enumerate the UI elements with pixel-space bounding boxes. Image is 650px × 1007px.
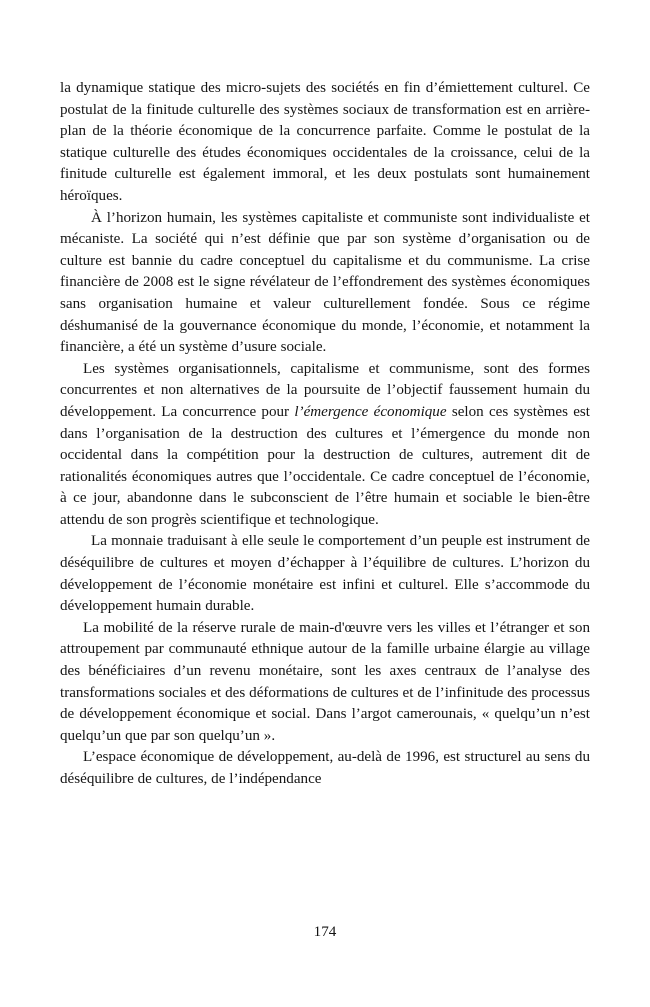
paragraph-3-segment-1: Les systèmes organisationnels, capitalisme et communisme, sont des formes concurrentes et non alternatives de la poursuite de l’objectif faussement humain du développement. La concurrence pour — [60, 360, 590, 420]
body-paragraph-6: L’espace économique de développement, au-delà de 1996, est structurel au sens du déséquilibre de cultures, de l’indépendance — [60, 749, 590, 787]
body-paragraph-4: La monnaie traduisant à elle seule le comportement d’un peuple est instrument de déséquilibre de cultures et moyen d’échapper à l’équilibre de cultures. L’horizon du développement de l’économie monétaire est infini et culturel. Elle s’accommode du développement humain durable. — [60, 533, 590, 615]
page-number: 174 — [313, 924, 337, 940]
body-text-column — [60, 78, 590, 791]
body-paragraph-1: la dynamique statique des micro-sujets des sociétés en fin d’émiettement culturel. Ce postulat de la finitude culturelle des systèmes sociaux de transformation est en arrière-plan de la théorie économique de la concurrence parfaite. Comme le postulat de la statique culturelle des études économiques occidentales de la croissance, celui de la finitude culturelle est également immoral, et les deux postulats sont humainement héroïques. — [60, 80, 590, 204]
body-paragraph-2: À l’horizon humain, les systèmes capitaliste et communiste sont individualiste et mécaniste. La société qui n’est définie que par son système d’organisation ou de culture est bannie du cadre conceptuel du capitalisme et du communisme. La crise financière de 2008 est le signe révélateur de l’effondrement des systèmes économiques sans organisation humaine et valeur culturellement fondée. Sous ce régime déshumanisé de la gouvernance économique du monde, l’économie, et notamment la financière, a été un système d’usure sociale. — [60, 209, 590, 356]
paragraph-3-segment-3: selon ces systèmes est dans l’organisation de la destruction des cultures et l’émergence du monde non occidental dans la compétition pour la destruction de cultures, autrement dit de rationalités économiques autres que l’occidentale. Ce cadre conceptuel de l’économie, à ce jour, abandonne dans le subconscient de l’être humain et sociable le bien-être attendu de son progrès scientifique et technologique. — [60, 403, 590, 528]
body-paragraph-5: La mobilité de la réserve rurale de main-d'œuvre vers les villes et l’étranger et son attroupement par communauté ethnique autour de la famille urbaine élargie au village des bénéficiaires d’un revenu monétaire, sont les axes centraux de l’analyse des transformations sociales et des déformations de cultures et de l’infinitude des processus de développement économique et social. Dans l’argot camerounais, « quelqu’un n’est quelqu’un que par son quelqu’un ». — [60, 619, 590, 744]
paragraph-3-emphasis: l’émergence économique — [294, 403, 447, 420]
body-paragraph-3 — [60, 359, 590, 532]
